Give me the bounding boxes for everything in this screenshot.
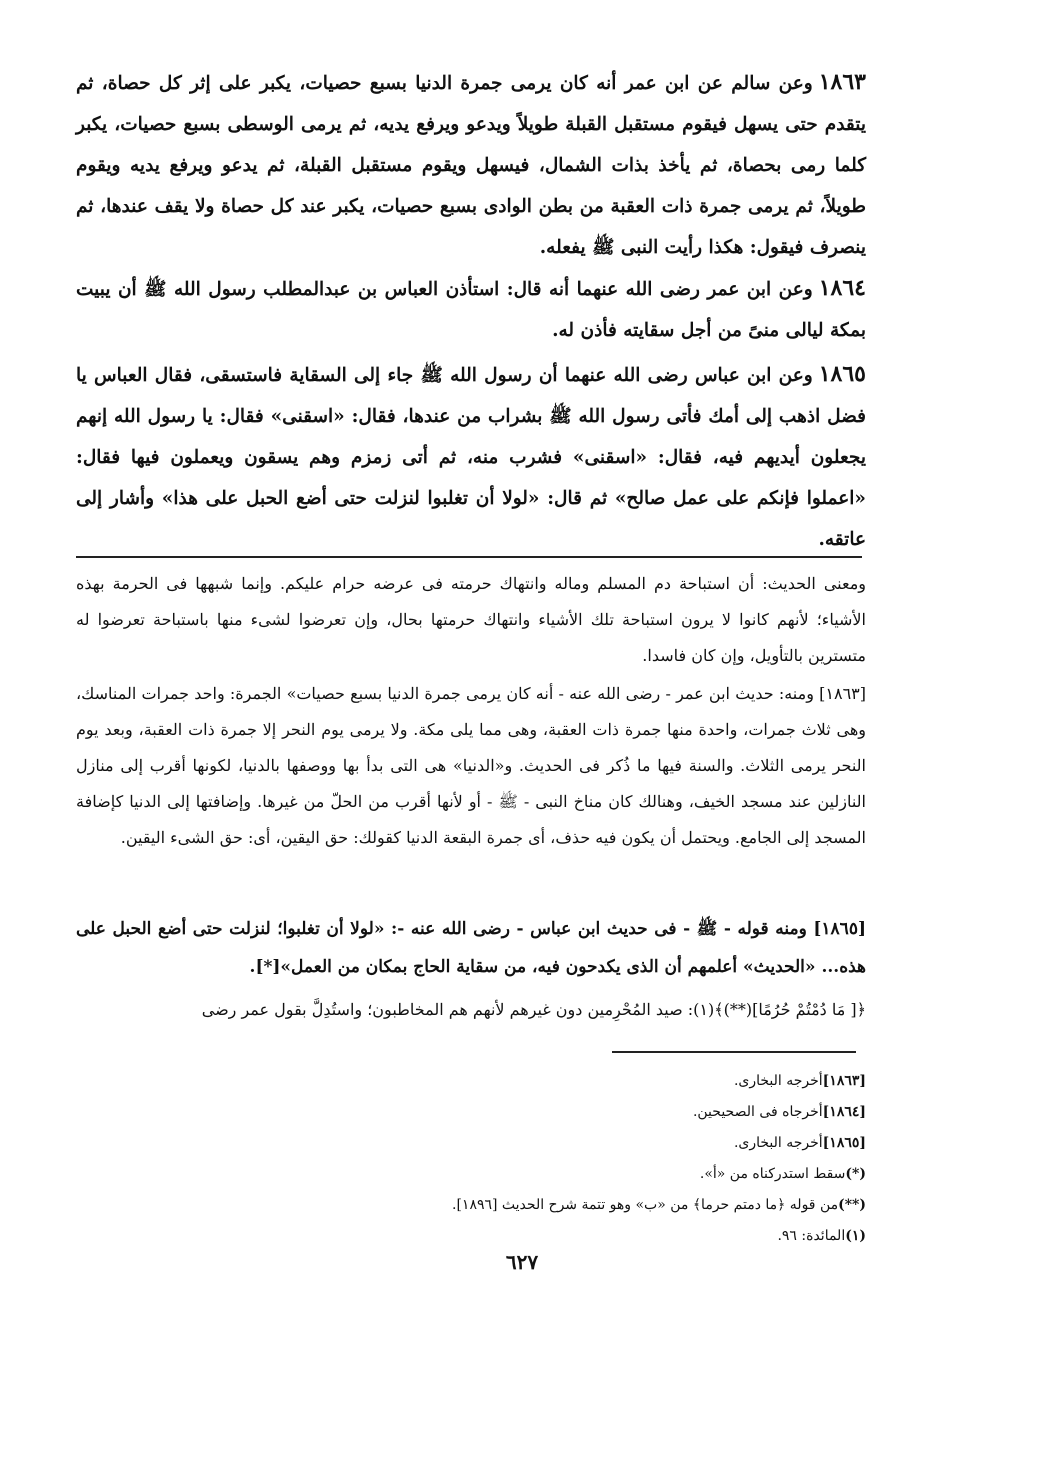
footnote-key: (١) xyxy=(845,1228,866,1244)
footnote xyxy=(306,1190,866,1221)
hadith-1864 xyxy=(76,268,866,351)
footnote xyxy=(306,1159,866,1190)
footnote-text: أخرجاه فى الصحيحين. xyxy=(692,1104,823,1120)
footnote xyxy=(306,1221,866,1252)
footnote-divider xyxy=(612,1051,856,1053)
footnote-text: المائدة: ٩٦. xyxy=(777,1228,846,1244)
hadith-number: ١٨٦٤ xyxy=(818,275,866,301)
hadith-text: وعن ابن عمر رضى الله عنهما أنه قال: استأذن العباس بن عبدالمطلب رسول الله ﷺ أن يبيت بمكة ليالى منىً من أجل سقايته فأذن له. xyxy=(76,279,866,341)
footnote-key: [١٨٦٥] xyxy=(822,1135,866,1151)
commentary-paragraph: [١٨٦٣] ومنه: حديث ابن عمر - رضى الله عنه - أنه كان يرمى جمرة الدنيا بسبع حصيات» الجمرة: واحد جمرات المناسك، وهى ثلاث جمرات، واحدة منها جمرة ذات العقبة، وهى مما يلى مكة. ولا يرمى يوم النحر إلا جمرة ذات العقبة، وبعد يوم النحر يرمى الثلاث. والسنة فيها ما ذُكر فى الحديث. و«الدنيا» هى التى بدأ بها ووصفها بالدنيا، لكونها أقرب إلى منازل النازلين عند مسجد الخيف، وهنالك كان مناخ النبى - ﷺ - أو لأنها أقرب من الحلّ من غيرها. وإضافتها إلى الدنيا كإضافة المسجد إلى الجامع. ويحتمل أن يكون فيه حذف، أى جمرة البقعة الدنيا كقولك: حق اليقين، أى: حق الشىء اليقين. xyxy=(76,684,867,847)
footnote-key: [١٨٦٣] xyxy=(822,1073,866,1089)
footnote-key: (**) xyxy=(838,1197,866,1213)
footnote-key: (*) xyxy=(845,1166,866,1182)
page-number: ٦٢٧ xyxy=(505,1250,539,1274)
footnote-text: أخرجه البخارى. xyxy=(733,1135,823,1151)
section-divider xyxy=(76,556,862,558)
footnote xyxy=(306,1097,866,1128)
hadith-text: وعن ابن عباس رضى الله عنهما أن رسول الله ﷺ جاء إلى السقاية فاستسقى، فقال العباس يا فضل اذهب إلى أمك فأتى رسول الله ﷺ بشراب من عندها، فقال: «اسقنى» فقال: يا رسول الله إنهم يجعلون أيديهم فيه، فقال: «اسقنى» فشرب منه، ثم أتى زمزم وهم يسقون ويعملون فيها فقال: «اعملوا فإنكم على عمل صالح» ثم قال: «لولا أن تغلبوا لنزلت حتى أضع الحبل على هذا» وأشار إلى عاتقه. xyxy=(76,365,866,550)
hadith-1865 xyxy=(76,354,866,560)
footnote xyxy=(306,1128,866,1159)
footnote-key: [١٨٦٤] xyxy=(822,1104,866,1120)
footnote-text: أخرجه البخارى. xyxy=(733,1073,823,1089)
commentary-paragraph: [١٨٦٥] ومنه قوله - ﷺ - فى حديث ابن عباس - رضى الله عنه -: «لولا أن تغلبوا؛ لنزلت حتى أضع الحبل على هذه... «الحديث» أعلمهم أن الذى يكدحون فيه، من سقاية الحاج بمكان من العمل»[*]. xyxy=(76,919,866,977)
hadith-1863 xyxy=(76,62,866,268)
footnote-text: سقط استدركناه من «أ». xyxy=(699,1166,846,1182)
footnote-text: من قوله ﴿ما دمتم حرما﴾ من «ب» وهو تتمة شرح الحديث [١٨٩٦]. xyxy=(452,1197,839,1213)
hadith-number: ١٨٦٣ xyxy=(818,69,866,95)
commentary-paragraph: ومعنى الحديث: أن استباحة دم المسلم وماله وانتهاك حرمته فى عرضه حرام عليكم. وإنما شبهها فى الحرمة بهذه الأشياء؛ لأنهم كانوا لا يرون استباحة تلك الأشياء وانتهاك حرمتها بحال، وإن تعرضوا لشىء منها باستباحة تعرضوا له متسترين بالتأويل، وإن كان فاسدا. xyxy=(76,574,866,665)
commentary-paragraph: ﴿[ مَا دُمْتُمْ حُرُمًا](**)﴾(١): صيد المُحْرِمين دون غيرهم لأنهم هم المخاطبون؛ واستُدِلَّ بقول عمر رضى xyxy=(201,1000,866,1019)
hadith-number: ١٨٦٥ xyxy=(818,361,866,387)
footnotes-list xyxy=(306,1066,866,1252)
hadith-text: وعن سالم عن ابن عمر أنه كان يرمى جمرة الدنيا بسبع حصيات، يكبر على إثر كل حصاة، ثم يتقدم حتى يسهل فيقوم مستقبل القبلة طويلاً ويدعو ويرفع يديه، ثم يرمى الوسطى بسبع حصيات، يكبر كلما رمى بحصاة، ثم يأخذ بذات الشمال، فيسهل ويقوم مستقبل القبلة، ثم يدعو ويرفع يديه ويقوم طويلاً، ثم يرمى جمرة ذات العقبة من بطن الوادى بسبع حصيات، يكبر عند كل حصاة ولا يقف عندها، ثم ينصرف فيقول: هكذا رأيت النبى ﷺ يفعله. xyxy=(76,73,866,258)
footnote xyxy=(306,1066,866,1097)
